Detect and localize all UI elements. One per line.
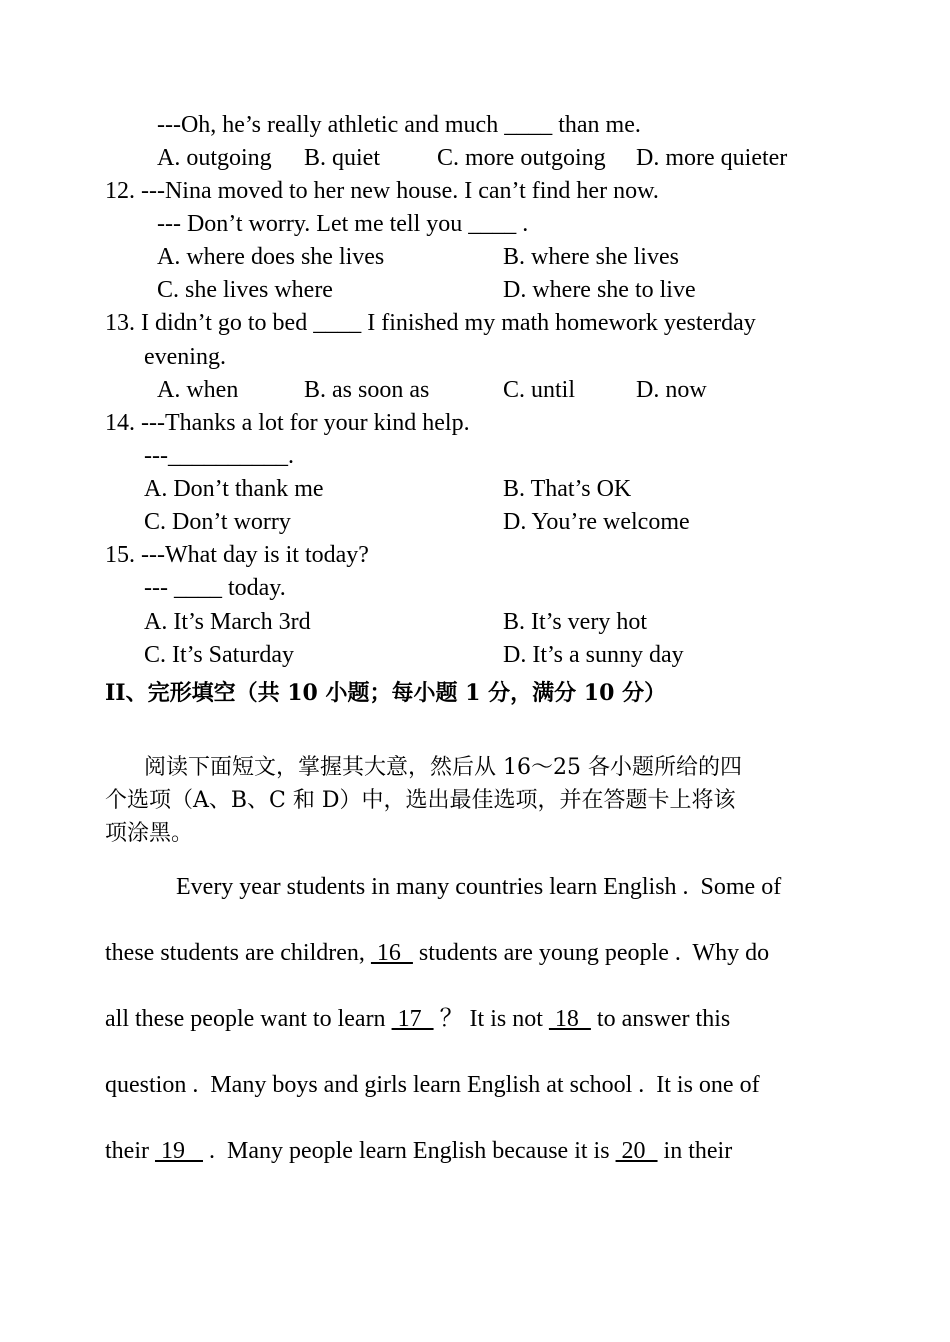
q13-option-b: B. as soon as (304, 377, 430, 403)
q12-option-c: C. she lives where (157, 277, 333, 303)
section-2-instructions-line-2: 个选项（A、B、C 和 D）中，选出最佳选项，并在答题卡上将该 (105, 788, 736, 813)
q15-option-b: B. It’s very hot (503, 609, 647, 635)
passage-line-5 (105, 1139, 732, 1163)
passage-text: their (105, 1138, 155, 1164)
q13-stem-continued: evening. (144, 344, 226, 370)
q15-option-c: C. It’s Saturday (144, 642, 294, 668)
blank-19: 19 (154, 1138, 203, 1164)
q11-option-a: A. outgoing (157, 145, 272, 171)
q14-option-d: D. You’re welcome (503, 509, 690, 535)
q14-reply: ---__________. (144, 443, 294, 469)
q12-stem: 12. ---Nina moved to her new house. I can’t find her now. (105, 178, 659, 204)
q14-option-c: C. Don’t worry (144, 509, 291, 535)
section-2-instructions-line-1: 阅读下面短文，掌握其大意，然后从 16～25 各小题所给的四 (144, 755, 742, 780)
blank-18: 18 (548, 1006, 591, 1032)
passage-line-4: question . Many boys and girls learn English at school . It is one of (105, 1072, 760, 1098)
q12-option-b: B. where she lives (503, 244, 679, 270)
q13-option-c: C. until (503, 377, 576, 403)
blank-17: 17 (391, 1006, 434, 1032)
q15-stem: 15. ---What day is it today? (105, 542, 369, 568)
passage-text: . Many people learn English because it is (202, 1138, 616, 1164)
q13-option-a: A. when (157, 377, 239, 403)
q13-option-d: D. now (636, 377, 707, 403)
passage-text: in their (657, 1138, 733, 1164)
q14-option-a: A. Don’t thank me (144, 476, 324, 502)
q14-stem: 14. ---Thanks a lot for your kind help. (105, 410, 470, 436)
section-2-instructions-line-3: 项涂黑。 (105, 821, 194, 846)
passage-text: these students are children, (105, 940, 371, 966)
passage-text: ？ It is not (433, 1006, 549, 1032)
blank-20: 20 (615, 1138, 658, 1164)
passage-text: all these people want to learn (105, 1006, 392, 1032)
q13-stem: 13. I didn’t go to bed ____ I finished my math homework yesterday (105, 310, 756, 336)
passage-line-2 (105, 941, 769, 965)
passage-line-1: Every year students in many countries learn English . Some of (176, 874, 782, 900)
q15-option-a: A. It’s March 3rd (144, 609, 311, 635)
passage-text: to answer this (590, 1006, 731, 1032)
q11-option-d: D. more quieter (636, 145, 788, 171)
q12-option-d: D. where she to live (503, 277, 696, 303)
passage-line-3 (105, 1007, 730, 1031)
blank-16: 16 (370, 940, 413, 966)
q11-option-c: C. more outgoing (437, 145, 606, 171)
q15-reply: --- ____ today. (144, 575, 286, 601)
q12-option-a: A. where does she lives (157, 244, 385, 270)
q14-option-b: B. That’s OK (503, 476, 632, 502)
q15-option-d: D. It’s a sunny day (503, 642, 684, 668)
q11-stem: ---Oh, he’s really athletic and much ____ than me. (157, 112, 641, 138)
q12-reply: --- Don’t worry. Let me tell you ____ . (157, 211, 529, 237)
passage-text: students are young people . Why do (412, 940, 770, 966)
section-2-title: II、完形填空（共 10 小题；每小题 1 分，满分 10 分） (105, 680, 667, 706)
q11-option-b: B. quiet (304, 145, 380, 171)
